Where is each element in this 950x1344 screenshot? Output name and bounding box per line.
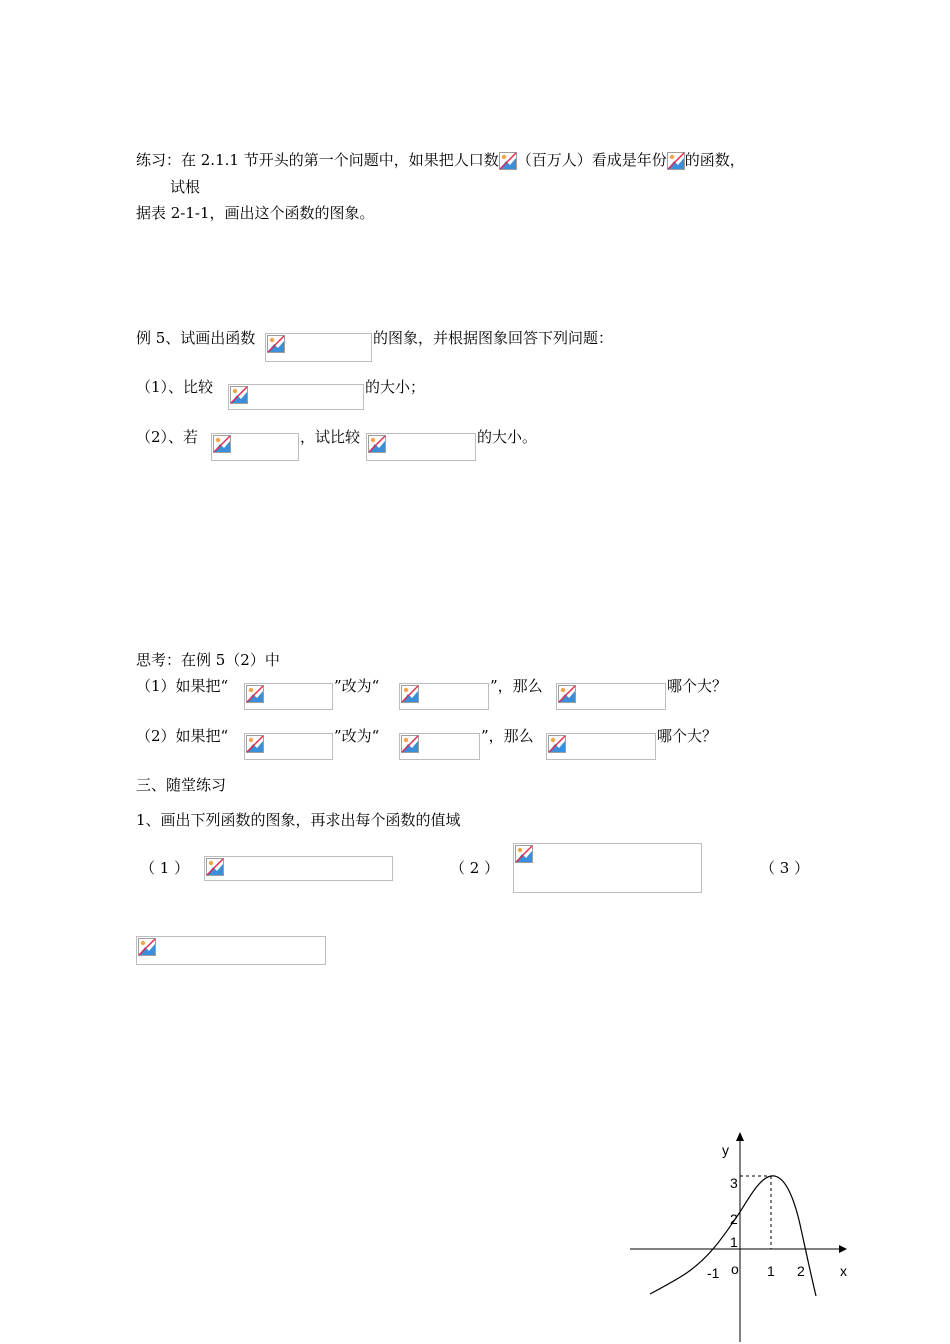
example5-q1-a: （1）、比较 [136, 378, 214, 396]
think-q2-c: ”，那么 [481, 727, 534, 745]
formula-image [399, 733, 480, 760]
exercise-text-c: 的函数， [684, 151, 745, 169]
formula-image [211, 433, 299, 461]
think-q2-d: 哪个大？ [657, 727, 718, 745]
think-q1-c: ”，那么 [490, 677, 543, 695]
formula-image [265, 333, 372, 362]
think-title: 思考：在例 5（2）中 [136, 651, 280, 669]
think-q1-d: 哪个大？ [667, 677, 728, 695]
broken-image-icon [515, 845, 533, 863]
formula-image [399, 683, 489, 710]
x-tick-label: -1 [707, 1265, 720, 1281]
origin-label: o [731, 1261, 739, 1277]
exercise-line-1-wrap: 试根 [170, 178, 201, 196]
practice-heading: 三、随堂练习 [136, 776, 227, 794]
practice-label-3: （ 3 ） [760, 859, 810, 877]
formula-image [244, 733, 333, 760]
formula-image [546, 733, 656, 760]
y-tick-label: 2 [730, 1211, 738, 1227]
y-tick-label: 3 [730, 1175, 738, 1191]
y-axis-arrow-icon [736, 1132, 744, 1141]
exercise-text-a: 练习：在 2.1.1 节开头的第一个问题中，如果把人口数 [136, 151, 499, 169]
y-axis-label: y [722, 1142, 729, 1158]
example5-intro-a: 例 5、试画出函数 [136, 329, 256, 347]
broken-image-icon [246, 685, 264, 703]
formula-image [556, 683, 666, 710]
broken-image-icon [213, 435, 231, 453]
broken-image-icon [267, 335, 285, 353]
broken-image-icon [368, 435, 386, 453]
function-graph [625, 1130, 855, 1344]
example5-q2-a: （2）、若 [136, 428, 199, 446]
broken-image-icon [401, 685, 419, 703]
broken-image-icon [667, 152, 685, 170]
example5-intro [136, 328, 255, 348]
think-q2-b: ”改为“ [334, 727, 380, 745]
formula-image [244, 683, 333, 710]
formula-image [204, 856, 393, 881]
broken-image-icon [499, 152, 517, 170]
broken-image-icon [230, 386, 248, 404]
example5-q2-b: ，试比较 [300, 428, 361, 446]
think-q1-b: ”改为“ [334, 677, 380, 695]
formula-image [513, 843, 702, 893]
practice-item-1: 1、画出下列函数的图象，再求出每个函数的值域 [136, 811, 461, 829]
broken-image-icon [246, 735, 264, 753]
broken-image-icon [138, 938, 156, 956]
broken-image-icon [206, 858, 224, 876]
formula-image [228, 384, 364, 410]
exercise-line-1 [136, 150, 745, 170]
formula-image [366, 433, 476, 461]
x-axis-label: x [840, 1263, 847, 1279]
exercise-line-2: 据表 2-1-1，画出这个函数的图象。 [136, 204, 375, 222]
example5-q1-b: 的大小； [365, 378, 426, 396]
think-q1-a: （1）如果把“ [136, 677, 229, 695]
think-q2-a: （2）如果把“ [136, 727, 229, 745]
practice-label-1: （ 1 ） [140, 859, 190, 877]
broken-image-icon [548, 735, 566, 753]
broken-image-icon [401, 735, 419, 753]
exercise-text-b: （百万人）看成是年份 [516, 151, 667, 169]
x-tick-label: 1 [767, 1263, 775, 1279]
x-tick-label: 2 [797, 1263, 805, 1279]
x-axis-arrow-icon [839, 1245, 847, 1253]
broken-image-icon [558, 685, 576, 703]
formula-image [136, 936, 326, 965]
practice-label-2: （ 2 ） [450, 859, 500, 877]
example5-intro-b: 的图象，并根据图象回答下列问题： [373, 329, 614, 347]
y-tick-label: 1 [730, 1234, 738, 1250]
example5-q2-c: 的大小。 [477, 428, 538, 446]
